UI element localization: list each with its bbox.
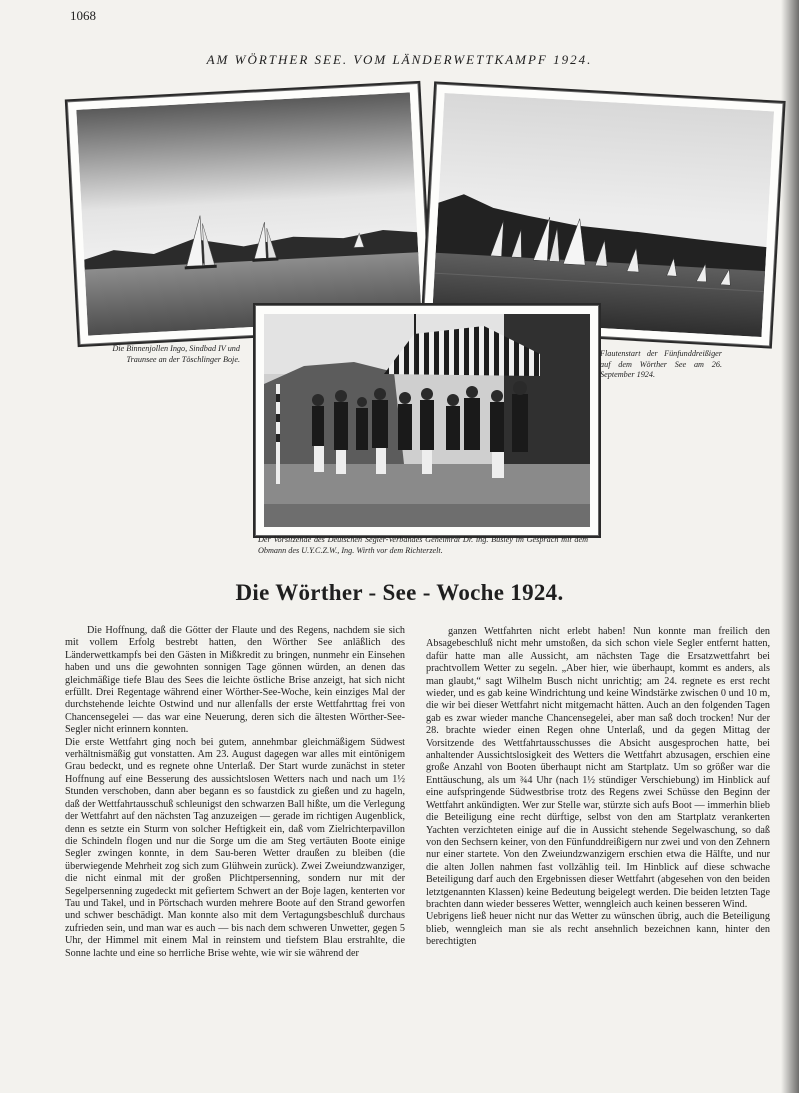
photo-dinghies	[68, 84, 430, 344]
article-column-right-text: ganzen Wettfahrten nicht erlebt haben! Nun konnte man freilich den Absagebeschluß nicht mehr umstoßen, da sich schon viele Segler entfernt hatten, dafür hatte man alle Aussicht, am nächsten Tage die Ersatzwettfahrt bei prachtvollem Wetter zu segeln. „Aber hier, wie überhaupt, kommt es anders, als man glaubt,“ sagt Wilhelm Busch nicht unrichtig; am 24. regnete es erst recht wieder, und es gab keine Windrichtung und keine Windstärke zwischen 0 und 10 m, die wir bei dieser Wettfahrt nicht mitgemacht hätten. Auch an den folgenden Tagen gab es zwar wieder manche Chancensegelei, aber man saß doch trocken! Nur der 28. brachte wieder einen Regen ohne Unterlaß, und da gegen Mittag der Vorsitzende des Wettfahrtausschusses die Absicht ausgesprochen hatte, bei anhaltender Aussichtslosigkeit des Wetters die Wettfahrt abzusagen, erschien eine große Anzahl von Booten überhaupt nicht am Startplatz. Um so größer war die Enttäuschung, als um ¾4 Uhr (nach 1½ stündiger Verschiebung) im Hinblick auf eine aufspringende Südwestbrise trotz des Regens zwei Schüsse den Beginn der Wettfahrt ankündigten. Wer zur Stelle war, stürzte sich aufs Boot — immerhin blieb die Beteiligung eine recht dürftige, selbst von den am Startplatz verankerten Yachten verzichteten einige auf die in Aussicht stehende Segelwaschung, so daß von den Sechsern keiner, von den Fünfunddreißigern nur zwei und von den Zehnern nur einer startete. Von den Zweiundzwanzigern erschien etwa die Hälfte, und nur die alten Jollen nahmen fast vollzählig teil. Im Hinblick auf diese schwache Beteiligung darf auch den Ergebnissen dieser Wettfahrt (abgesehen von den beiden letztgenannten Klassen) keine Bedeutung beigelegt werden. Die beiden letzten Tage brachten dann wieder besseres Wetter, wenngleich auch keinen besseren Wind. Uebrigens ließ heuer nicht nur das Wetter zu wünschen übrig, auch die Beteiligung blieb, wenngleich man sie als recht ansehnlich bezeichnen kann, hinter den berechtigten	[426, 626, 770, 948]
article-title: Die Wörther - See - Woche 1924.	[235, 580, 564, 605]
photo-richterzelt	[256, 306, 598, 535]
caption-photo-richterzelt: Der Vorsitzende des Deutschen Segler-Verbandes Geheimrat Dr. ing. Busley im Gespräch mit dem Obmann des U.Y.C.Z.W., Ing. Wirth vor dem Richterzelt.	[258, 535, 588, 555]
page-number: 1068	[70, 8, 96, 23]
running-header: AM WÖRTHER SEE. VOM LÄNDERWETTKAMPF 1924.	[206, 52, 593, 67]
photo-richterzelt-image	[264, 314, 590, 527]
photo-flauten-start-image	[432, 93, 774, 337]
page-edge-shadow	[781, 0, 799, 1093]
caption-photo-flauten-start: Flautenstart der Fünfunddreißiger auf dem Wörther See am 26. September 1924.	[600, 349, 722, 379]
caption-photo-dinghies: Die Binnenjollen Ingo, Sindbad IV und Traunsee an der Töschlinger Boje.	[112, 344, 240, 364]
article-column-left-text: Die Hoffnung, daß die Götter der Flaute und des Regens, nachdem sie sich mit vollem Erfolg bestrebt hatten, den Wörther See anläßlich des Länderwettkampfs bei den Gästen in Mißkredit zu bringen, nunmehr ein Einsehen haben und uns die gewohnten sonnigen Tage gönnen würden, an denen das gleichmäßige tiefe Blau des Sees die leichte östliche Brise anzeigt, hat sich nicht erfüllt. Drei Regentage während einer Wörther-See-Woche, kein einziges Mal der durchstehende leichte Ostwind und nur allenfalls der erste Wettfahrttag frei von Chancensegelei — das war eine Neuerung, deren sich die ältesten Wörther-See-Segler nicht erinnern konnten. Die erste Wettfahrt ging noch bei gutem, annehmbar gleichmäßigem Südwest verhältnismäßig gut vonstatten. Am 23. August dagegen war alles mit eintönigem Grau bedeckt, und es regnete ohne Unterlaß. Der Start wurde zunächst in steter Hoffnung auf eine Besserung des aussichtslosen Wetters nach und nach um 1½ Stunden verschoben, dann aber begann es so faustdick zu gießen und zu hageln, daß der Wettfahrtausschuß schleunigst den schwarzen Ball hißte, um die Verlegung der Wettfahrt auf den nächsten Tag anzuzeigen — gerade im richtigen Augenblick, denn es setzte ein Sturm von solcher Heftigkeit ein, daß vom Zielrichterpavillon die Schindeln flogen und nur die Sorge um die am Steg vertäuten Boote einige Segler zwingen konnte, in dem Sau-beren Wetter draußen zu bleiben (die überwiegende Mehrheit zog sich zum Glühwein zurück). Zwei Zweiundzwanziger, die nicht einmal mit der großen Plichtpersenning, sondern nur mit der Segelpersenning zugedeckt mit gefiertem Schwert an der Boje lagen, kenterten vor Tau und Takel, und in Pörtschach wurden mehrere Boote auf den Strand geworfen und schwer beschädigt. Man konnte also mit dem Vertagungsbeschluß durchaus zufrieden sein, und man war es auch — bis nach dem schweren Unwetter, gegen 5 Uhr, der Himmel mit einem Mal in reinstem und tiefstem Blau erstrahlte, die Sonne lachte und eine so herrliche Brise wehte, wie wir sie während der	[65, 625, 405, 959]
article-column-left	[65, 625, 405, 960]
photo-dinghies-image	[76, 92, 421, 335]
article-column-right	[426, 626, 770, 949]
